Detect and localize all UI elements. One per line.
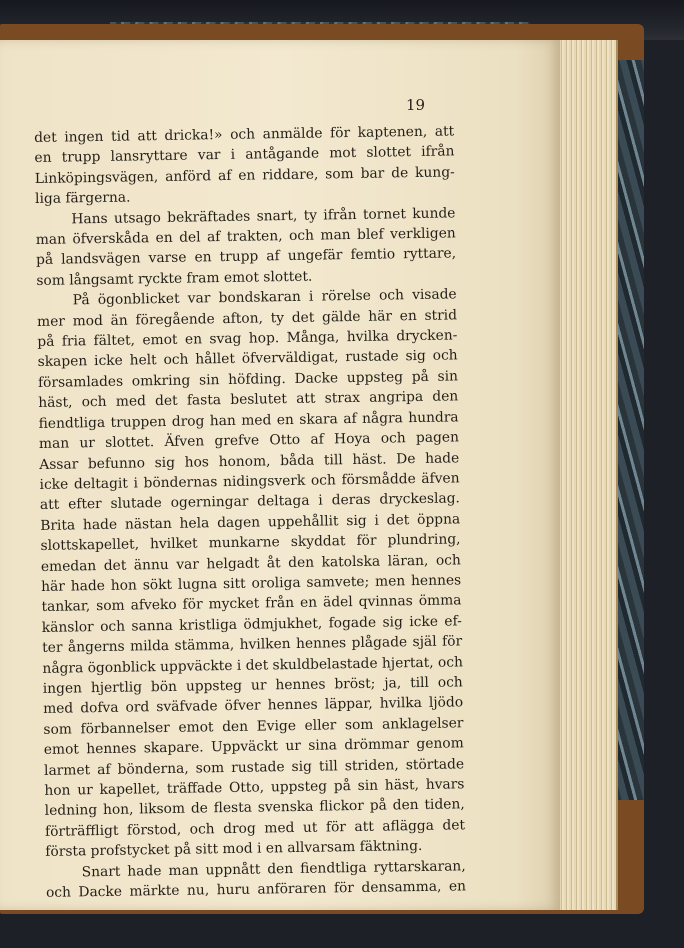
body-text	[34, 121, 466, 903]
text-line: det ingen tid att dricka!» och anmälde för kaptenen, att	[34, 123, 455, 146]
text-line: skapen icke helt och hållet öfverväldigat, rustade sig och	[37, 347, 458, 371]
text-line: fiendtliga truppen drog han med en skara af några hundra	[38, 409, 459, 432]
text-line: ter ångerns milda stämma, hvilken hennes plågade själ för	[42, 633, 463, 657]
text-line: några ögonblick uppväckte i det skuldbelastade hjertat, och	[42, 653, 464, 677]
text-line: mer mod än föregående afton, ty det gälde här en strid	[36, 307, 458, 330]
text-line: Hans utsago bekräftades snart, ty ifrån tornet kunde	[71, 205, 456, 228]
text-line: första profstycket på sitt mod i en allvarsam fäktning.	[45, 838, 423, 861]
text-line: som förbannelser emot den Evige eller som anklagelser	[43, 715, 464, 738]
text-line: tankar, som afveko för mycket från en ädel qvinnas ömma	[41, 592, 462, 616]
text-line: på fria fältet, emot en svag hop. Många, hvilka drycken-	[37, 327, 458, 351]
text-line: ingen hjertlig bön uppsteg ur hennes bröst; ja, till och	[42, 674, 463, 697]
text-line: emot hennes skapare. Uppväckt ur sina drömmar genom	[43, 735, 464, 759]
text-line: På ögonblicket var bondskaran i rörelse och visade	[72, 286, 457, 309]
text-line: larmet af bönderna, som rustade sig till striden, störtade	[43, 755, 465, 779]
text-line: känslor och sanna kristliga ödmjukhet, fogade sig icke ef-	[41, 613, 462, 636]
text-line: slottskapellet, hvilket munkarne skyddat för plundring,	[40, 531, 461, 555]
text-line: Linköpingsvägen, anförd af en riddare, som bar de kung-	[34, 164, 455, 187]
text-line: en trupp lansryttare var i antågande mot slottet ifrån	[34, 143, 455, 167]
text-line: församlades omkring sin höfding. Dacke uppsteg på sin	[37, 368, 459, 391]
text-line: hon ur kapellet, träffade Otto, uppsteg på sin häst, hvars	[44, 776, 465, 799]
book-page	[0, 40, 560, 910]
text-line: liga färgerna.	[34, 189, 131, 208]
text-line: Assar befunno sig hos honom, båda till häst. De hade	[39, 449, 460, 473]
text-line: häst, och med det fasta beslutet att strax angripa den	[38, 388, 459, 412]
text-line: med dofva ord sväfvade öfver hennes läppar, hvilka ljödo	[43, 694, 464, 718]
text-line: ledning hon, liksom de flesta svenska flickor på den tiden,	[44, 796, 465, 820]
text-line: här hade hon sökt lugna sitt oroliga samvete; men hennes	[41, 572, 462, 595]
text-line: man öfverskåda en del af trakten, och man blef verkligen	[35, 225, 456, 249]
text-line: och Dacke märkte nu, huru anföraren för densamma, en	[45, 878, 467, 901]
text-line: förträffligt förstod, och drog med ut för att aflägga det	[44, 817, 466, 840]
text-line: emedan det ännu var helgadt åt den katolska läran, och	[40, 551, 461, 575]
text-line: Brita hade nästan hela dagen uppehållit sig i det öppna	[40, 511, 461, 534]
text-line: att efter slutade ogerningar deltaga i deras dryckeslag.	[39, 490, 461, 514]
text-line: man ur slottet. Äfven grefve Otto af Hoya och pagen	[38, 429, 460, 453]
text-line: som långsamt ryckte fram emot slottet.	[36, 268, 313, 289]
page-number: 19	[406, 96, 426, 114]
text-line: på landsvägen varse en trupp af ungefär femtio ryttare,	[35, 245, 457, 269]
text-line: icke deltagit i böndernas nidingsverk och försmådde äfven	[39, 470, 460, 493]
text-line: Snart hade man uppnått den fiendtliga ryttarskaran,	[81, 857, 466, 880]
